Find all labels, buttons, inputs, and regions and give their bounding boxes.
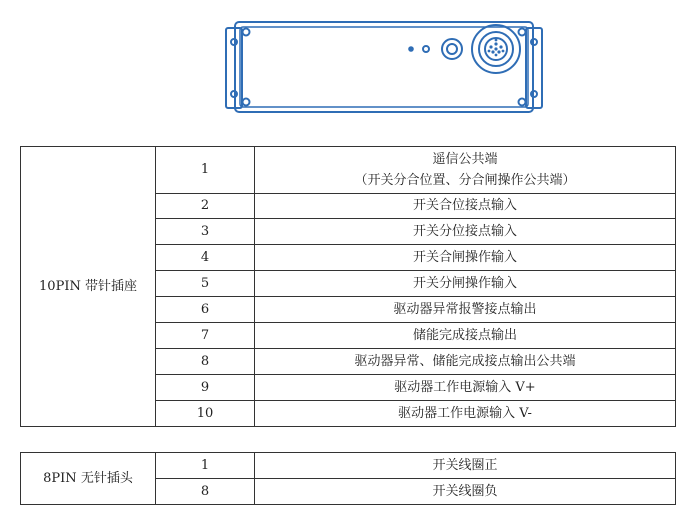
pin-number: 1 bbox=[156, 453, 255, 479]
connector-label-8pin: 8PIN 无针插头 bbox=[21, 453, 156, 505]
pin-description: 驱动器异常、储能完成接点输出公共端 bbox=[255, 349, 676, 375]
pin-number: 4 bbox=[156, 245, 255, 271]
pin-description: 开关线圈正 bbox=[255, 453, 676, 479]
pin-number: 8 bbox=[156, 349, 255, 375]
pin-table-8pin bbox=[20, 452, 676, 505]
pin-number: 1 bbox=[156, 147, 255, 194]
pin-description: 驱动器工作电源输入 V- bbox=[255, 401, 676, 427]
pin-description: 驱动器异常报警接点输出 bbox=[255, 297, 676, 323]
pin-description: 开关线圈负 bbox=[255, 479, 676, 505]
pin-number: 6 bbox=[156, 297, 255, 323]
pin-number: 3 bbox=[156, 219, 255, 245]
pin-description-line: 遥信公共端 bbox=[432, 152, 498, 167]
pin-description: 开关分位接点输入 bbox=[255, 219, 676, 245]
pin-description-line: （开关分合位置、分合闸操作公共端） bbox=[354, 173, 576, 188]
pin-description: 开关合闸操作输入 bbox=[255, 245, 676, 271]
pin-number: 10 bbox=[156, 401, 255, 427]
pin-number: 7 bbox=[156, 323, 255, 349]
connector-label-10pin: 10PIN 带针插座 bbox=[21, 147, 156, 427]
pin-description bbox=[255, 147, 676, 194]
pin-number: 5 bbox=[156, 271, 255, 297]
pin-description: 开关合位接点输入 bbox=[255, 194, 676, 219]
device-panel-drawing bbox=[223, 20, 545, 116]
pin-description: 驱动器工作电源输入 V+ bbox=[255, 375, 676, 401]
pin-number: 8 bbox=[156, 479, 255, 505]
pin-table-10pin bbox=[20, 146, 676, 427]
panel-body bbox=[235, 22, 533, 112]
pin-description: 储能完成接点输出 bbox=[255, 323, 676, 349]
pin-description: 开关分闸操作输入 bbox=[255, 271, 676, 297]
pin-number: 9 bbox=[156, 375, 255, 401]
pin-number: 2 bbox=[156, 194, 255, 219]
